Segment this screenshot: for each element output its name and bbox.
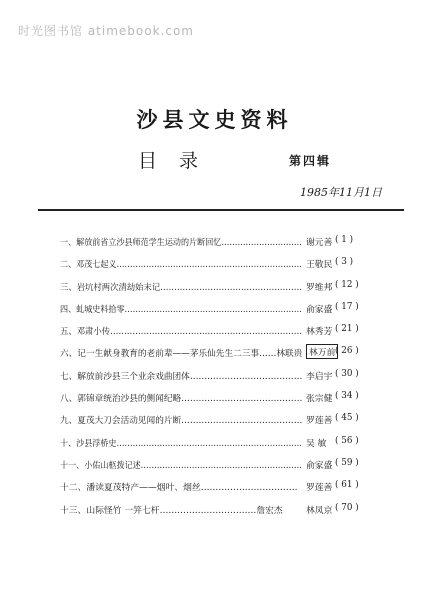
issue-number: 第四辑	[289, 154, 332, 168]
toc-heading: 目录	[138, 150, 221, 172]
entry-title: 五、邓肃小传……………………………………………………………	[60, 327, 303, 338]
entry-page: ( 12 )	[335, 279, 359, 290]
entry-author: 谢元善	[306, 238, 333, 248]
toc-entry	[60, 388, 360, 410]
entry-title: 十三、山际怪竹 一笄七杆……………………………詹宏杰	[60, 505, 283, 516]
entry-page: ( 26 )	[335, 346, 359, 357]
entry-author: 李启宇	[306, 371, 333, 382]
entry-page: ( 21 )	[335, 324, 359, 335]
entry-page: ( 70 )	[335, 502, 359, 513]
entry-page: ( 30 )	[335, 368, 359, 379]
header-divider	[38, 209, 404, 211]
entry-author: 罗莲善	[306, 483, 333, 494]
toc-entry	[60, 410, 360, 432]
toc-entry	[60, 500, 360, 522]
entry-author: 吴 敏	[306, 438, 327, 449]
toc-entry	[60, 366, 360, 388]
toc-entry	[60, 232, 360, 254]
entry-page: ( 59 )	[335, 457, 359, 468]
entry-author: 林凤京	[306, 505, 333, 516]
toc-entry	[60, 343, 360, 365]
entry-title: 十二、潘读夏茂特产——烟叶、烟丝……………………………	[60, 483, 298, 494]
publication-date: 1985年11月1日	[300, 186, 382, 199]
toc-entry	[60, 299, 360, 321]
table-of-contents	[60, 232, 360, 522]
entry-title: 二、邓茂七起义……………………………………………………………	[60, 260, 303, 271]
entry-page: ( 61 )	[335, 480, 359, 491]
entry-page: ( 3 )	[335, 257, 354, 268]
entry-title: 十一、小佑山柩拨记述……………………………………………………	[60, 460, 303, 471]
entry-page: ( 56 )	[335, 435, 359, 446]
entry-author: 罗莲善	[306, 416, 333, 427]
watermark: 时光图书馆 atimebook.com	[18, 24, 194, 38]
entry-author: 张宗健	[306, 394, 333, 405]
entry-author: 王敬民	[306, 260, 333, 271]
toc-entry	[60, 254, 360, 276]
entry-author: 俞家盛	[306, 304, 333, 315]
entry-title: 七、解放前沙县三个业余戏曲团体…………………………………	[60, 371, 303, 382]
entry-title: 九、夏茂大刀会活动见闻的片断……………………………………	[60, 416, 303, 427]
entry-author: 俞家盛	[306, 460, 333, 471]
entry-page: ( 17 )	[335, 301, 359, 312]
document-title: 沙县文史资料	[136, 108, 293, 132]
entry-title: 四、虬城史料拾零…………………………………………………………	[60, 304, 303, 315]
toc-entry	[60, 455, 360, 477]
entry-title: 三、岩坑村两次清劫始末记……………………………………………	[60, 282, 303, 293]
entry-title: 一、解放前省立沙县师范学生运动的片断回忆…………………………	[60, 238, 303, 248]
entry-page: ( 45 )	[335, 413, 359, 424]
entry-page: ( 34 )	[335, 391, 359, 402]
toc-entry	[60, 277, 360, 299]
toc-entry	[60, 433, 360, 455]
toc-entry	[60, 477, 360, 499]
entry-author: 林秀芳	[306, 327, 333, 338]
entry-title: 十、沙县浮桥史……………………………………………………………	[60, 438, 303, 449]
entry-title: 八、郭锦章统治沙县的侧闻纪略……………………………………	[60, 394, 303, 405]
entry-page: ( 1 )	[335, 235, 354, 245]
entry-title: 六、记一生献身教育的老前辈——茅乐仙先生二三事……林联贵	[60, 349, 303, 360]
entry-author: 林万前	[306, 344, 338, 359]
entry-author: 罗维邦	[306, 282, 333, 293]
toc-entry	[60, 321, 360, 343]
